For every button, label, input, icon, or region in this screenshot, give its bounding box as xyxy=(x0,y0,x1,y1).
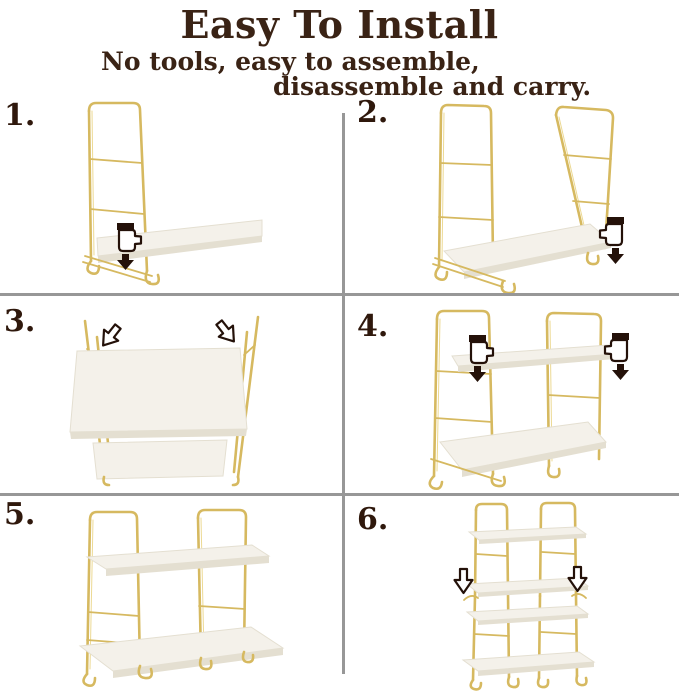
step-3-illustration xyxy=(0,293,343,494)
step-2-number: 2. xyxy=(357,95,389,130)
step-4-illustration xyxy=(343,293,679,494)
step-6-illustration xyxy=(343,494,679,691)
subtitle-line-2: disassemble and carry. xyxy=(273,72,592,101)
step-4-panel xyxy=(343,293,679,494)
subtitle-line-1: No tools, easy to assemble, xyxy=(101,47,480,76)
step-3-panel xyxy=(0,293,343,494)
step-2-illustration xyxy=(343,95,679,293)
step-3-number: 3. xyxy=(4,304,36,339)
step-6-panel xyxy=(343,494,679,691)
step-1-panel xyxy=(0,95,343,293)
step-5-panel xyxy=(0,494,343,691)
page-title: Easy To Install xyxy=(180,2,499,47)
step-1-number: 1. xyxy=(4,98,36,133)
outline-down-arrow-icon xyxy=(212,317,241,347)
step-2-panel xyxy=(343,95,679,293)
step-1-illustration xyxy=(0,95,343,293)
step-5-illustration xyxy=(0,494,343,691)
outline-down-arrow-icon xyxy=(96,321,125,351)
outline-down-arrow-icon xyxy=(455,569,473,593)
step-5-number: 5. xyxy=(4,497,36,532)
step-4-number: 4. xyxy=(357,309,389,344)
step-6-number: 6. xyxy=(357,502,389,537)
